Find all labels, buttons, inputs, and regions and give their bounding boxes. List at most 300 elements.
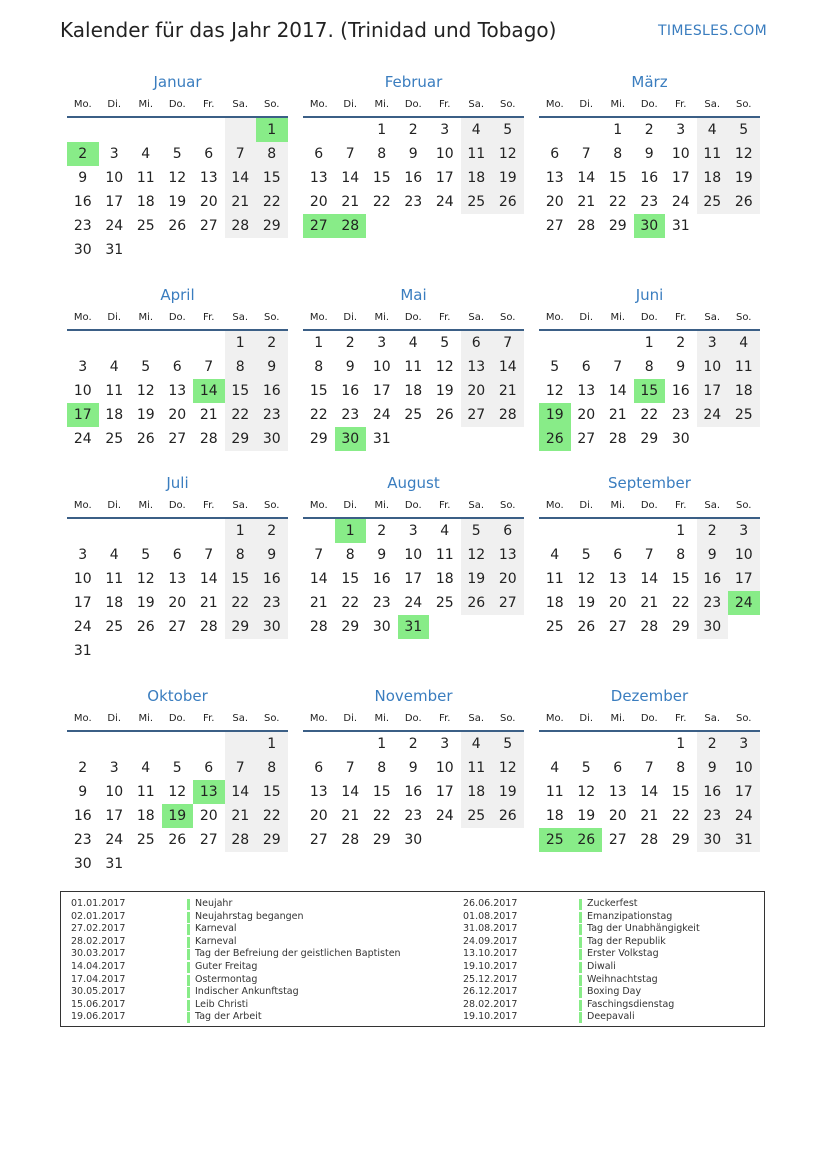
- day-cell: 11: [545, 571, 564, 587]
- day-cell: 18: [105, 595, 124, 611]
- day-cell: 28: [199, 431, 218, 447]
- day-cell: 17: [73, 595, 92, 611]
- day-cell: 22: [671, 595, 690, 611]
- legend-holiday-name: Neujahrstag begangen: [195, 910, 304, 922]
- legend-row: [463, 961, 753, 974]
- legend-marker: [579, 1000, 582, 1011]
- day-cell: 15: [372, 784, 391, 800]
- day-cell: 21: [492, 379, 524, 403]
- day-cell: 20: [168, 595, 187, 611]
- day-cell: 15: [608, 170, 627, 186]
- day-cell: 10: [435, 146, 454, 162]
- day-cell: 13: [577, 383, 596, 399]
- legend-marker: [579, 949, 582, 960]
- legend-date: 17.04.2017: [71, 973, 126, 985]
- day-cell: 5: [550, 359, 560, 375]
- legend-row: [463, 923, 753, 936]
- legend-row: [463, 1011, 753, 1024]
- day-cell: 3: [440, 122, 450, 138]
- weekday-label: Mi.: [610, 99, 626, 110]
- day-cell: 22: [372, 194, 391, 210]
- weekday-label: Fr.: [203, 99, 215, 110]
- day-cell: 16: [341, 383, 360, 399]
- day-cell: 3: [78, 547, 88, 563]
- weekday-header: [539, 307, 760, 331]
- legend-marker: [579, 1012, 582, 1023]
- empty-cell: [193, 118, 225, 142]
- month-8: [539, 471, 760, 639]
- day-cell: 11: [728, 355, 760, 379]
- day-cell: 28: [341, 832, 360, 848]
- empty-cell: [225, 732, 257, 756]
- day-cell: 1: [314, 335, 324, 351]
- weekday-label: So.: [500, 99, 516, 110]
- day-cell: 12: [545, 383, 564, 399]
- day-cell: 17: [435, 170, 454, 186]
- day-cell: 5: [172, 146, 182, 162]
- day-cell: 15: [309, 383, 328, 399]
- weekday-label: Fr.: [203, 500, 215, 511]
- day-cell: 3: [377, 335, 387, 351]
- day-cell: 26: [136, 619, 155, 635]
- day-cell: 2: [345, 335, 355, 351]
- day-cell: 29: [608, 218, 627, 234]
- day-cell: 12: [492, 756, 524, 780]
- legend-marker: [187, 949, 190, 960]
- legend-holiday-name: Tag der Arbeit: [195, 1011, 262, 1023]
- holiday-day-cell: 1: [335, 519, 367, 543]
- day-cell: 16: [404, 784, 423, 800]
- holiday-day-cell: 30: [634, 214, 666, 238]
- day-cell: 22: [256, 190, 288, 214]
- legend-date: 19.10.2017: [463, 1011, 518, 1023]
- day-cell: 15: [341, 571, 360, 587]
- day-cell: 27: [199, 218, 218, 234]
- legend-holiday-name: Tag der Befreiung der geistlichen Baptisten: [195, 948, 401, 960]
- day-grid: [539, 732, 760, 852]
- day-cell: 12: [136, 383, 155, 399]
- day-cell: 8: [377, 146, 387, 162]
- legend-row: [71, 974, 401, 987]
- holiday-day-cell: 24: [728, 591, 760, 615]
- weekday-label: Mo.: [309, 312, 328, 323]
- day-cell: 7: [581, 146, 591, 162]
- month-name: November: [374, 687, 453, 705]
- day-cell: 9: [408, 760, 418, 776]
- day-cell: 23: [697, 591, 729, 615]
- legend-marker: [187, 899, 190, 910]
- day-cell: 12: [136, 571, 155, 587]
- legend-marker: [187, 937, 190, 948]
- day-cell: 5: [581, 547, 591, 563]
- day-cell: 23: [372, 595, 391, 611]
- day-cell: 25: [105, 431, 124, 447]
- empty-cell: [99, 732, 131, 756]
- day-cell: 29: [256, 214, 288, 238]
- day-cell: 11: [435, 547, 454, 563]
- day-cell: 11: [461, 142, 493, 166]
- day-cell: 19: [577, 595, 596, 611]
- day-cell: 27: [577, 431, 596, 447]
- day-cell: 26: [728, 190, 760, 214]
- day-cell: 9: [345, 359, 355, 375]
- month-1: [303, 70, 524, 238]
- weekday-label: Mo.: [73, 312, 92, 323]
- day-cell: 8: [225, 355, 257, 379]
- empty-cell: [634, 732, 666, 756]
- day-cell: 8: [256, 142, 288, 166]
- empty-cell: [602, 732, 634, 756]
- day-cell: 26: [492, 190, 524, 214]
- day-cell: 2: [408, 736, 418, 752]
- legend-marker: [579, 962, 582, 973]
- legend-row: [71, 923, 401, 936]
- legend-holiday-name: Indischer Ankunftstag: [195, 986, 299, 998]
- empty-cell: [130, 732, 162, 756]
- weekday-label: Sa.: [232, 713, 249, 724]
- day-cell: 23: [404, 194, 423, 210]
- day-cell: 1: [377, 736, 387, 752]
- empty-cell: [634, 519, 666, 543]
- day-cell: 10: [697, 355, 729, 379]
- legend-date: 01.08.2017: [463, 910, 518, 922]
- weekday-label: Mi.: [374, 500, 390, 511]
- holiday-day-cell: 14: [193, 379, 225, 403]
- day-cell: 4: [550, 547, 560, 563]
- weekday-header: [303, 307, 524, 331]
- day-cell: 17: [105, 808, 124, 824]
- legend-holiday-name: Ostermontag: [195, 973, 258, 985]
- empty-cell: [193, 732, 225, 756]
- day-cell: 18: [461, 166, 493, 190]
- day-cell: 13: [168, 571, 187, 587]
- day-cell: 19: [728, 166, 760, 190]
- weekday-label: Sa.: [704, 99, 721, 110]
- weekday-header: [539, 708, 760, 732]
- day-cell: 29: [309, 431, 328, 447]
- legend-date: 28.02.2017: [463, 998, 518, 1010]
- day-cell: 25: [404, 407, 423, 423]
- day-cell: 8: [644, 359, 654, 375]
- legend-holiday-name: Guter Freitag: [195, 960, 258, 972]
- legend-date: 30.05.2017: [71, 986, 126, 998]
- day-cell: 8: [676, 760, 686, 776]
- day-cell: 5: [581, 760, 591, 776]
- weekday-label: Do.: [640, 500, 658, 511]
- day-cell: 19: [136, 407, 155, 423]
- empty-cell: [225, 118, 257, 142]
- weekday-label: So.: [264, 99, 280, 110]
- holiday-day-cell: 15: [634, 379, 666, 403]
- day-cell: 4: [141, 760, 151, 776]
- day-cell: 16: [640, 170, 659, 186]
- weekday-label: So.: [736, 713, 752, 724]
- legend-marker: [579, 987, 582, 998]
- day-cell: 20: [461, 379, 493, 403]
- empty-cell: [162, 519, 194, 543]
- empty-cell: [162, 118, 194, 142]
- weekday-label: Mi.: [138, 500, 154, 511]
- day-cell: 6: [314, 146, 324, 162]
- empty-cell: [162, 331, 194, 355]
- month-name: Mai: [400, 286, 427, 304]
- day-cell: 10: [728, 543, 760, 567]
- weekday-label: Mo.: [309, 713, 328, 724]
- day-cell: 23: [73, 832, 92, 848]
- empty-cell: [539, 732, 571, 756]
- site-logo-link[interactable]: TIMESLES.COM: [658, 23, 767, 39]
- empty-cell: [303, 519, 335, 543]
- legend-row: [463, 898, 753, 911]
- weekday-header: [67, 94, 288, 118]
- holiday-day-cell: 1: [256, 118, 288, 142]
- day-cell: 20: [577, 407, 596, 423]
- weekday-label: Mi.: [374, 713, 390, 724]
- legend-marker: [187, 1000, 190, 1011]
- day-cell: 12: [728, 142, 760, 166]
- legend-holiday-name: Weihnachtstag: [587, 973, 658, 985]
- legend-holiday-name: Emanzipationstag: [587, 910, 673, 922]
- day-cell: 25: [461, 804, 493, 828]
- day-cell: 16: [404, 170, 423, 186]
- day-cell: 8: [377, 760, 387, 776]
- day-cell: 3: [78, 359, 88, 375]
- day-cell: 27: [461, 403, 493, 427]
- legend-holiday-name: Neujahr: [195, 898, 233, 909]
- day-cell: 7: [613, 359, 623, 375]
- empty-cell: [193, 331, 225, 355]
- holiday-day-cell: 27: [303, 214, 335, 238]
- weekday-label: Sa.: [704, 312, 721, 323]
- day-cell: 26: [168, 218, 187, 234]
- day-cell: 16: [256, 567, 288, 591]
- day-cell: 4: [697, 118, 729, 142]
- day-cell: 5: [728, 118, 760, 142]
- day-cell: 24: [105, 218, 124, 234]
- day-cell: 10: [728, 756, 760, 780]
- month-0: [67, 70, 288, 262]
- day-cell: 19: [435, 383, 454, 399]
- legend-date: 19.06.2017: [71, 1011, 126, 1023]
- weekday-label: Di.: [579, 99, 594, 110]
- weekday-label: So.: [264, 312, 280, 323]
- day-cell: 9: [408, 146, 418, 162]
- day-cell: 23: [697, 804, 729, 828]
- weekday-label: Sa.: [232, 99, 249, 110]
- day-cell: 28: [225, 214, 257, 238]
- day-cell: 8: [314, 359, 324, 375]
- weekday-label: Di.: [343, 312, 358, 323]
- empty-cell: [571, 118, 603, 142]
- day-cell: 22: [640, 407, 659, 423]
- legend-row: [463, 948, 753, 961]
- day-cell: 20: [199, 194, 218, 210]
- day-cell: 14: [225, 780, 257, 804]
- day-cell: 21: [640, 808, 659, 824]
- day-cell: 6: [204, 760, 214, 776]
- empty-cell: [67, 331, 99, 355]
- day-cell: 15: [372, 170, 391, 186]
- day-cell: 16: [372, 571, 391, 587]
- day-cell: 5: [492, 732, 524, 756]
- empty-cell: [67, 519, 99, 543]
- day-cell: 2: [644, 122, 654, 138]
- day-cell: 13: [545, 170, 564, 186]
- weekday-label: Fr.: [675, 500, 687, 511]
- day-cell: 9: [697, 756, 729, 780]
- month-name: Oktober: [147, 687, 208, 705]
- day-cell: 4: [461, 118, 493, 142]
- month-name: September: [608, 474, 691, 492]
- day-cell: 22: [309, 407, 328, 423]
- empty-cell: [130, 118, 162, 142]
- weekday-label: Mi.: [138, 713, 154, 724]
- day-cell: 9: [78, 170, 88, 186]
- empty-cell: [162, 732, 194, 756]
- legend-date: 25.12.2017: [463, 973, 518, 985]
- empty-cell: [602, 331, 634, 355]
- day-cell: 20: [309, 194, 328, 210]
- month-name: Juli: [166, 474, 189, 492]
- day-cell: 24: [671, 194, 690, 210]
- day-cell: 20: [309, 808, 328, 824]
- day-cell: 25: [136, 218, 155, 234]
- day-cell: 17: [435, 784, 454, 800]
- legend-row: [463, 911, 753, 924]
- day-cell: 21: [608, 407, 627, 423]
- day-cell: 2: [256, 331, 288, 355]
- day-cell: 30: [697, 615, 729, 639]
- weekday-label: Fr.: [203, 312, 215, 323]
- legend-marker: [579, 937, 582, 948]
- day-grid: [303, 331, 524, 451]
- empty-cell: [571, 519, 603, 543]
- weekday-label: Fr.: [675, 99, 687, 110]
- day-cell: 5: [440, 335, 450, 351]
- day-cell: 7: [345, 146, 355, 162]
- legend-row: [463, 974, 753, 987]
- day-cell: 11: [461, 756, 493, 780]
- day-cell: 28: [640, 832, 659, 848]
- weekday-label: Mi.: [610, 500, 626, 511]
- holiday-day-cell: 19: [539, 403, 571, 427]
- day-cell: 8: [613, 146, 623, 162]
- weekday-label: So.: [736, 500, 752, 511]
- empty-cell: [99, 519, 131, 543]
- weekday-label: Do.: [168, 500, 186, 511]
- day-cell: 3: [109, 146, 119, 162]
- day-cell: 27: [199, 832, 218, 848]
- legend-holiday-name: Tag der Republik: [587, 935, 666, 947]
- day-cell: 11: [105, 383, 124, 399]
- legend-marker: [187, 924, 190, 935]
- day-cell: 9: [256, 543, 288, 567]
- empty-cell: [67, 118, 99, 142]
- weekday-label: Mo.: [73, 713, 92, 724]
- legend-row: [71, 936, 401, 949]
- weekday-label: Do.: [404, 500, 422, 511]
- legend-holiday-name: Karneval: [195, 923, 237, 935]
- day-cell: 17: [671, 170, 690, 186]
- month-name: Juni: [635, 286, 664, 304]
- legend-date: 24.09.2017: [463, 935, 518, 947]
- day-cell: 31: [105, 242, 124, 258]
- day-cell: 11: [136, 170, 155, 186]
- day-cell: 25: [435, 595, 454, 611]
- weekday-label: Sa.: [468, 312, 485, 323]
- day-cell: 1: [256, 732, 288, 756]
- day-cell: 17: [105, 194, 124, 210]
- day-cell: 31: [73, 643, 92, 659]
- empty-cell: [130, 331, 162, 355]
- day-cell: 24: [105, 832, 124, 848]
- weekday-header: [67, 495, 288, 519]
- holiday-day-cell: 26: [571, 828, 603, 852]
- day-cell: 21: [309, 595, 328, 611]
- weekday-label: So.: [736, 99, 752, 110]
- holiday-day-cell: 2: [67, 142, 99, 166]
- weekday-label: Sa.: [704, 500, 721, 511]
- day-cell: 11: [136, 784, 155, 800]
- day-cell: 30: [256, 427, 288, 451]
- weekday-label: Sa.: [468, 99, 485, 110]
- day-cell: 18: [136, 808, 155, 824]
- day-cell: 19: [577, 808, 596, 824]
- legend-holiday-name: Diwali: [587, 960, 616, 972]
- day-cell: 15: [225, 379, 257, 403]
- day-cell: 9: [676, 359, 686, 375]
- legend-holiday-name: Karneval: [195, 935, 237, 947]
- day-cell: 6: [314, 760, 324, 776]
- day-cell: 3: [408, 523, 418, 539]
- day-cell: 12: [577, 784, 596, 800]
- day-cell: 27: [608, 619, 627, 635]
- day-cell: 7: [225, 756, 257, 780]
- day-cell: 18: [545, 808, 564, 824]
- empty-cell: [539, 519, 571, 543]
- day-cell: 12: [577, 571, 596, 587]
- day-cell: 13: [608, 784, 627, 800]
- weekday-header: [539, 94, 760, 118]
- weekday-label: Di.: [107, 312, 122, 323]
- legend-marker: [579, 924, 582, 935]
- month-4: [303, 283, 524, 451]
- legend-row: [71, 961, 401, 974]
- day-cell: 2: [256, 519, 288, 543]
- day-cell: 31: [671, 218, 690, 234]
- day-cell: 24: [73, 619, 92, 635]
- day-cell: 20: [492, 567, 524, 591]
- month-name: März: [631, 73, 668, 91]
- day-grid: [67, 519, 288, 663]
- weekday-label: Do.: [640, 713, 658, 724]
- day-cell: 8: [676, 547, 686, 563]
- day-cell: 13: [461, 355, 493, 379]
- day-grid: [303, 118, 524, 238]
- day-cell: 22: [671, 808, 690, 824]
- day-cell: 28: [225, 828, 257, 852]
- day-cell: 4: [461, 732, 493, 756]
- day-cell: 7: [204, 547, 214, 563]
- day-cell: 14: [199, 571, 218, 587]
- day-cell: 20: [608, 808, 627, 824]
- day-cell: 24: [73, 431, 92, 447]
- day-cell: 11: [404, 359, 423, 375]
- legend-date: 15.06.2017: [71, 998, 126, 1010]
- day-cell: 19: [136, 595, 155, 611]
- day-cell: 22: [225, 591, 257, 615]
- day-cell: 1: [225, 519, 257, 543]
